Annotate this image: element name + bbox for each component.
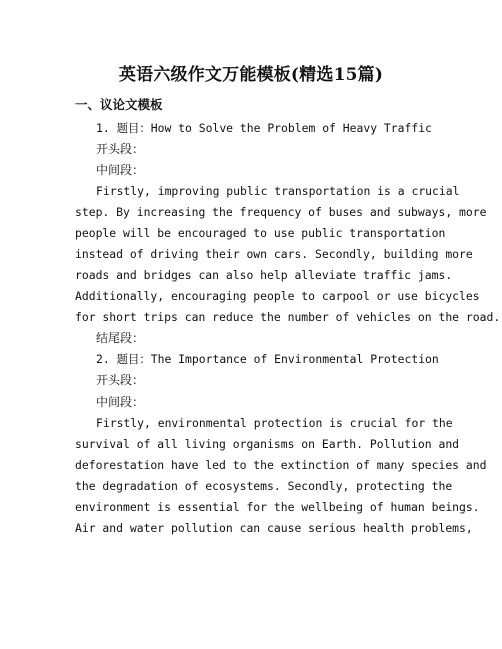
- item1-body-line: Firstly, improving public transportation is a crucial: [96, 184, 460, 198]
- document-title: 英语六级作文万能模板(精选15篇): [118, 65, 384, 85]
- item2-body-line: environment is essential for the wellbeing of human beings.: [75, 500, 480, 514]
- item1-body-line: instead of driving their own cars. Secondly, building more: [75, 247, 473, 261]
- item1-body-line: people will be encouraged to use public transportation: [75, 226, 446, 240]
- item2-body-line: survival of all living organisms on Earth. Pollution and: [75, 437, 460, 451]
- item2-body-line: deforestation have led to the extinction of many species and: [75, 458, 487, 472]
- item1-middle-label: 中间段：: [96, 163, 145, 177]
- item1-body-line: step. By increasing the frequency of buses and subways, more: [75, 205, 487, 219]
- item1-body-line: roads and bridges can also help alleviate traffic jams.: [75, 268, 453, 282]
- item2-body-line: the degradation of ecosystems. Secondly, protecting the: [75, 479, 453, 493]
- item2-body-line: Air and water pollution can cause serious health problems,: [75, 521, 473, 535]
- section-heading: 一、议论文模板: [75, 97, 163, 112]
- item1-body-line: Additionally, encouraging people to carpool or use bicycles: [75, 289, 480, 303]
- item2-middle-label: 中间段：: [96, 395, 145, 409]
- item1-body-line: for short trips can reduce the number of vehicles on the road.: [75, 310, 501, 324]
- item1-topic: 1. 题目：How to Solve the Problem of Heavy Traffic: [96, 121, 432, 135]
- item1-opening-label: 开头段：: [96, 142, 145, 156]
- item1-closing-label: 结尾段：: [96, 331, 145, 345]
- item2-body-line: Firstly, environmental protection is crucial for the: [96, 416, 453, 430]
- item2-opening-label: 开头段：: [96, 373, 145, 387]
- item2-topic: 2. 题目：The Importance of Environmental Protection: [96, 352, 439, 366]
